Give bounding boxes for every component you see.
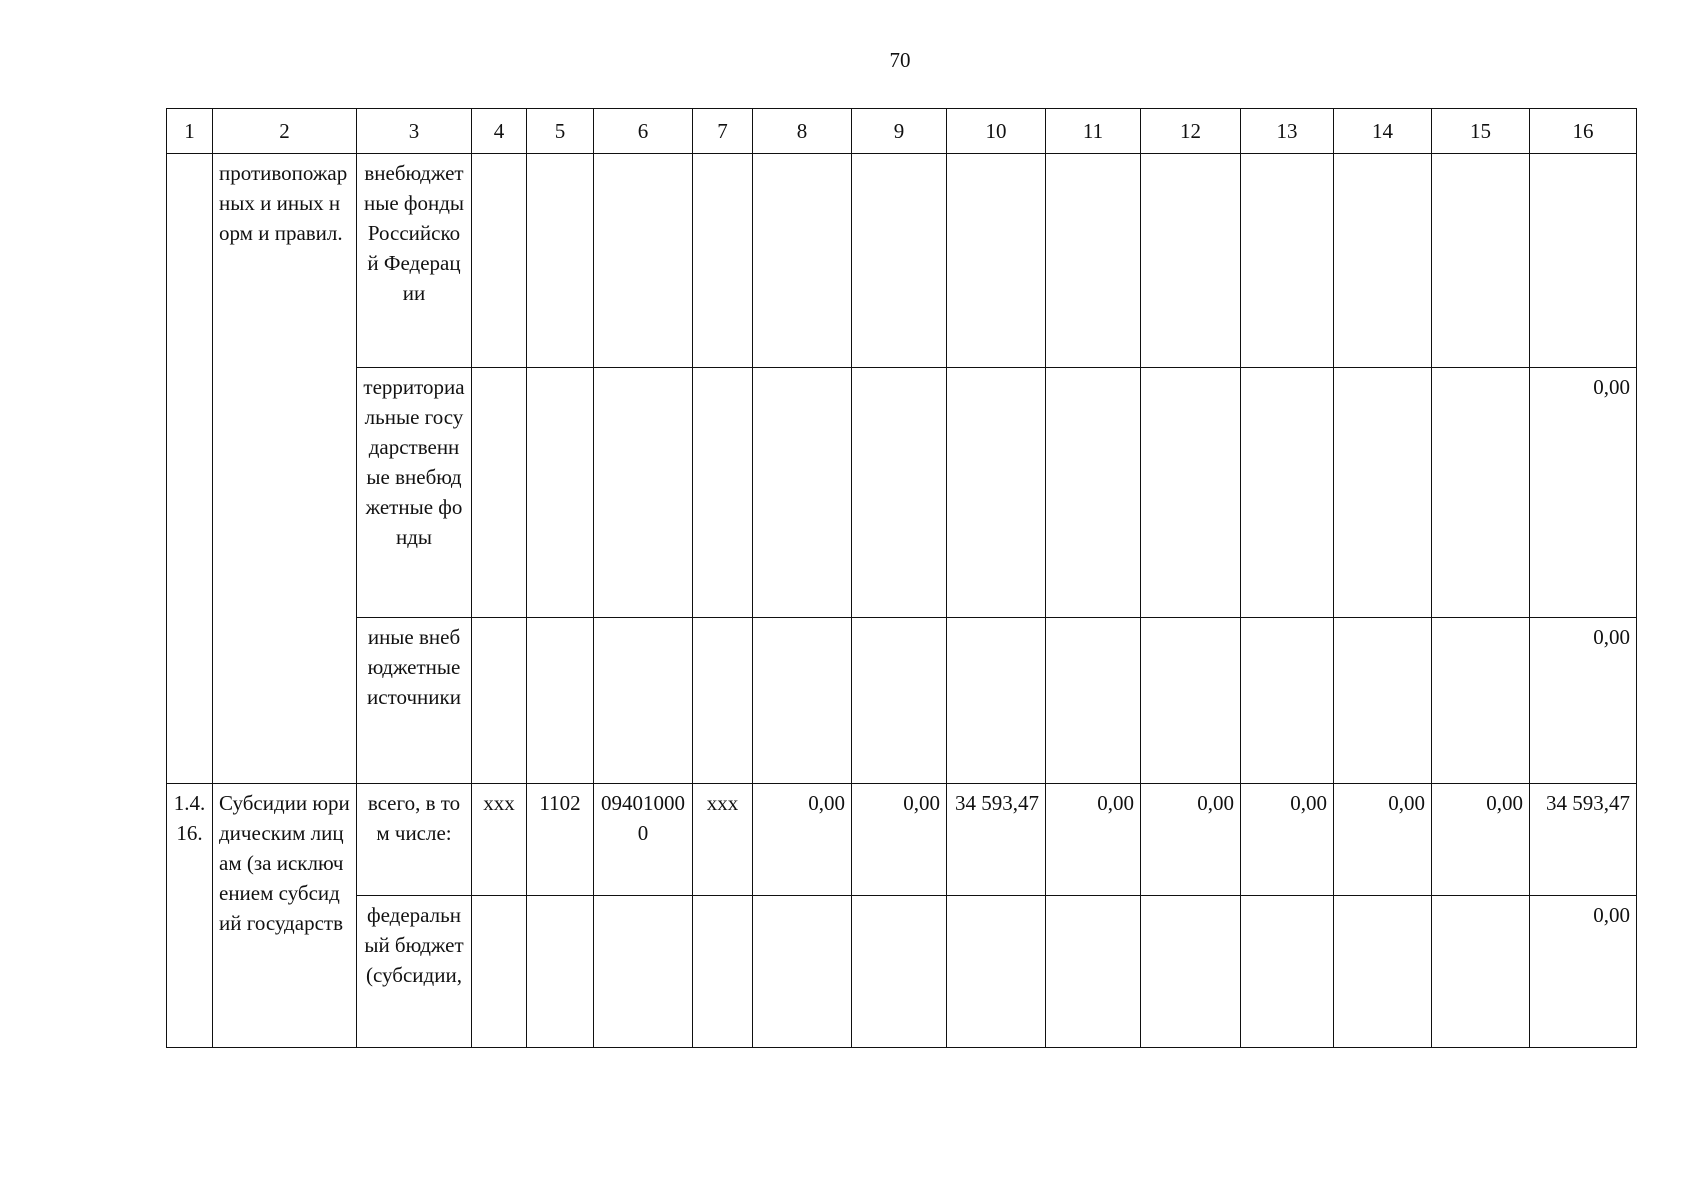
table-cell — [693, 618, 753, 784]
column-header-1: 1 — [167, 109, 213, 154]
table-cell — [527, 368, 594, 618]
table-cell — [1334, 618, 1432, 784]
table-cell — [852, 154, 947, 368]
table-row — [167, 896, 1637, 1048]
item-name-cell: Субсидии юридическим лицам (за исключением субсидий государств — [213, 784, 357, 1048]
table-cell — [852, 618, 947, 784]
table-row — [167, 618, 1637, 784]
amount-cell: 0,00 — [1241, 784, 1334, 896]
amount-cell: 0,00 — [852, 784, 947, 896]
table-cell — [472, 618, 527, 784]
table-cell — [1334, 154, 1432, 368]
column-header-16: 16 — [1530, 109, 1637, 154]
column-header-9: 9 — [852, 109, 947, 154]
table-cell — [472, 368, 527, 618]
column-header-10: 10 — [947, 109, 1046, 154]
column-header-15: 15 — [1432, 109, 1530, 154]
total-cell: 0,00 — [1530, 896, 1637, 1048]
table-cell — [1141, 618, 1241, 784]
total-cell: 0,00 — [1530, 618, 1637, 784]
column-header-12: 12 — [1141, 109, 1241, 154]
section-code-cell: 1102 — [527, 784, 594, 896]
amount-cell: 34 593,47 — [947, 784, 1046, 896]
table-cell — [753, 618, 852, 784]
table-cell — [1334, 368, 1432, 618]
table-cell — [947, 368, 1046, 618]
column-header-2: 2 — [213, 109, 357, 154]
table-cell — [472, 896, 527, 1048]
column-header-14: 14 — [1334, 109, 1432, 154]
amount-cell: 0,00 — [1334, 784, 1432, 896]
table-cell — [1432, 896, 1530, 1048]
column-header-11: 11 — [1046, 109, 1141, 154]
table-cell — [527, 618, 594, 784]
table-cell — [947, 154, 1046, 368]
table-cell — [1241, 618, 1334, 784]
table-cell — [594, 896, 693, 1048]
table-cell — [753, 896, 852, 1048]
row-number-cell — [167, 154, 213, 784]
total-cell: 34 593,47 — [1530, 784, 1637, 896]
total-cell — [1530, 154, 1637, 368]
funding-source-cell: территориальные государственные внебюджетные фонды — [357, 368, 472, 618]
funding-source-cell: иные внебюджетные источники — [357, 618, 472, 784]
table-row — [167, 154, 1637, 368]
funding-source-cell: федеральный бюджет (субсидии, — [357, 896, 472, 1048]
column-header-13: 13 — [1241, 109, 1334, 154]
table-cell — [1141, 368, 1241, 618]
table-cell — [852, 896, 947, 1048]
amount-cell: 0,00 — [753, 784, 852, 896]
table-cell — [594, 368, 693, 618]
column-header-7: 7 — [693, 109, 753, 154]
column-header-5: 5 — [527, 109, 594, 154]
table-cell — [1432, 154, 1530, 368]
column-header-8: 8 — [753, 109, 852, 154]
funding-source-cell: всего, в том числе: — [357, 784, 472, 896]
code-cell: ххх — [472, 784, 527, 896]
page-number: 70 — [889, 48, 911, 72]
column-header-3: 3 — [357, 109, 472, 154]
budget-table — [166, 108, 1637, 1048]
table-cell — [1046, 368, 1141, 618]
table-cell — [1141, 896, 1241, 1048]
table-cell — [1046, 154, 1141, 368]
amount-cell: 0,00 — [1046, 784, 1141, 896]
table-cell — [1241, 896, 1334, 1048]
amount-cell: 0,00 — [1432, 784, 1530, 896]
item-name-cell: противопожарных и иных норм и правил. — [213, 154, 357, 784]
table-cell — [1241, 154, 1334, 368]
table-cell — [1046, 618, 1141, 784]
table-cell — [472, 154, 527, 368]
table-cell — [1141, 154, 1241, 368]
table-cell — [693, 368, 753, 618]
table-cell — [594, 154, 693, 368]
column-number-header-row — [167, 109, 1637, 154]
row-number-cell: 1.4.16. — [167, 784, 213, 1048]
total-cell: 0,00 — [1530, 368, 1637, 618]
table-cell — [693, 154, 753, 368]
table-cell — [693, 896, 753, 1048]
table-cell — [947, 618, 1046, 784]
table-row — [167, 368, 1637, 618]
table-cell — [1241, 368, 1334, 618]
table-cell — [527, 154, 594, 368]
table-cell — [527, 896, 594, 1048]
amount-cell: 0,00 — [1141, 784, 1241, 896]
table-cell — [1432, 368, 1530, 618]
table-cell — [1334, 896, 1432, 1048]
table-cell — [1432, 618, 1530, 784]
table-cell — [753, 368, 852, 618]
table-cell — [753, 154, 852, 368]
table-cell — [594, 618, 693, 784]
table-cell — [1046, 896, 1141, 1048]
column-header-4: 4 — [472, 109, 527, 154]
table-row — [167, 784, 1637, 896]
table-cell — [852, 368, 947, 618]
table-cell — [947, 896, 1046, 1048]
target-article-code-cell: 094010000 — [594, 784, 693, 896]
column-header-6: 6 — [594, 109, 693, 154]
expense-type-code-cell: ххх — [693, 784, 753, 896]
funding-source-cell: внебюджетные фонды Российской Федерации — [357, 154, 472, 368]
